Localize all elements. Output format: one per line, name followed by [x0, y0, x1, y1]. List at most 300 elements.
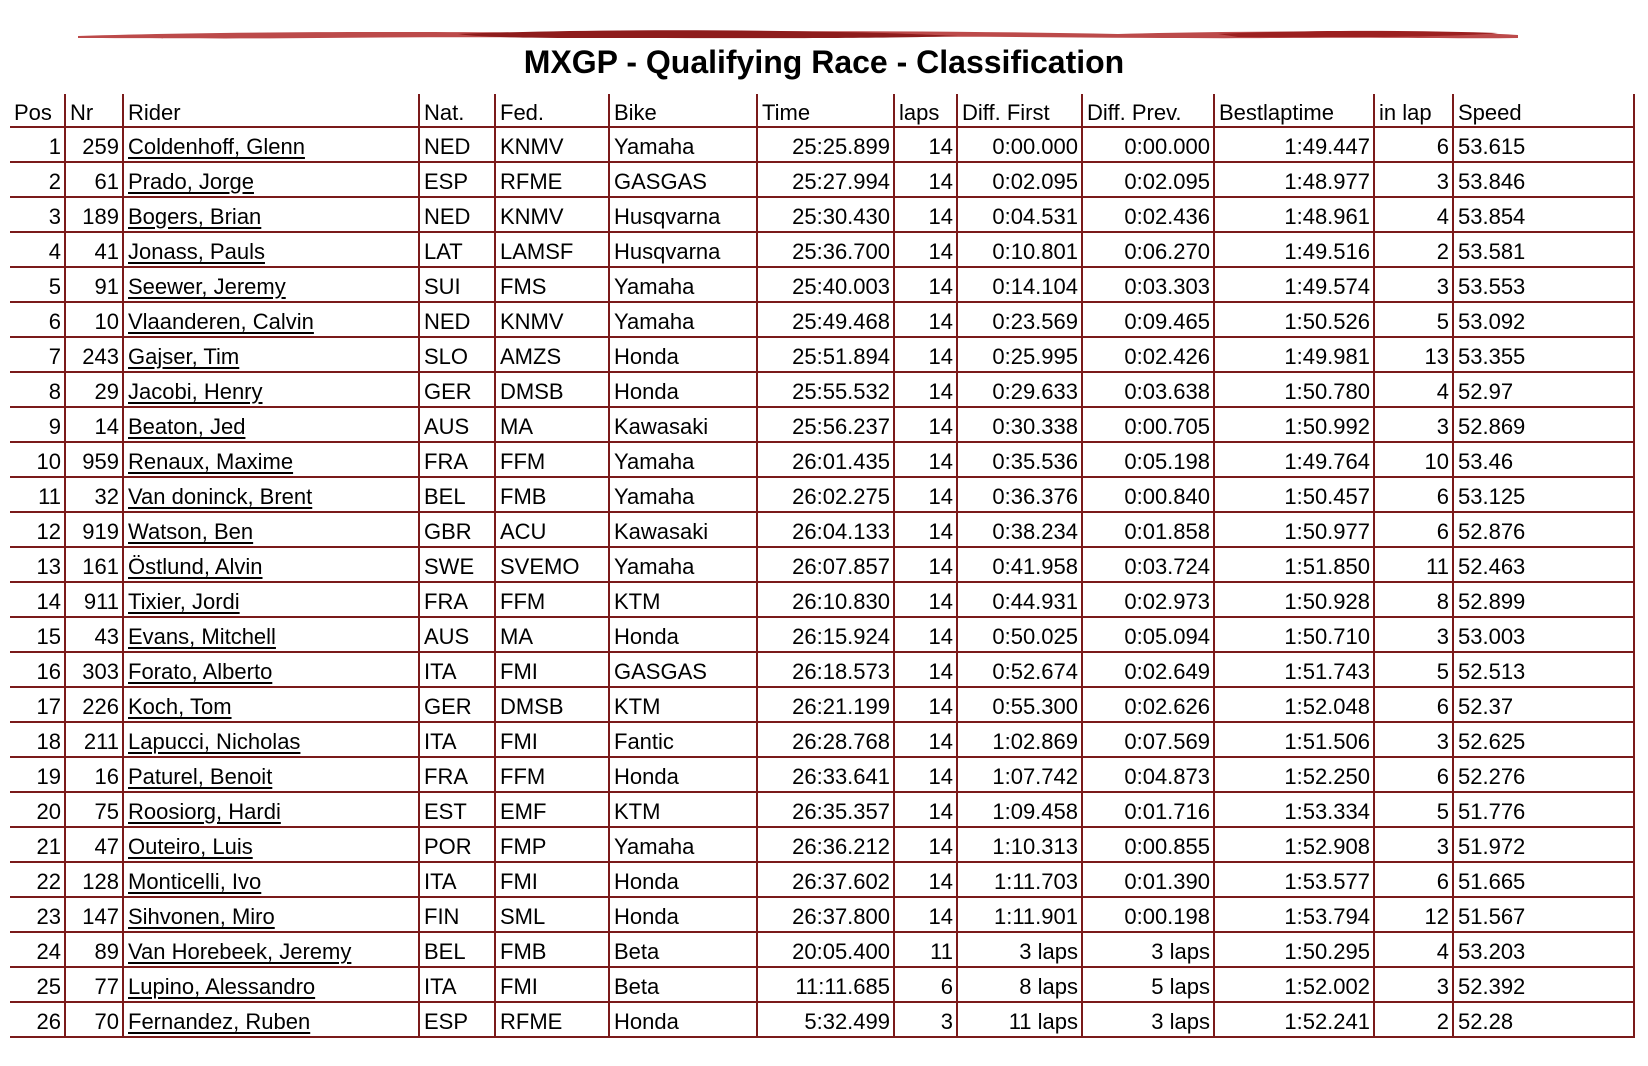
cell-bestlaptime: 1:50.295 [1215, 933, 1375, 968]
rider-link[interactable]: Renaux, Maxime [128, 449, 294, 474]
cell-diff-prev: 0:00.000 [1083, 128, 1215, 163]
cell-laps: 14 [895, 163, 958, 198]
cell-laps: 6 [895, 968, 958, 1003]
cell-time: 5:32.499 [758, 1003, 895, 1038]
cell-bike: Honda [610, 338, 758, 373]
cell-rider [124, 408, 420, 443]
cell-nr: 211 [66, 723, 124, 758]
table-row [10, 478, 1635, 513]
rider-link[interactable]: Lapucci, Nicholas [128, 729, 301, 754]
cell-nr: 61 [66, 163, 124, 198]
cell-bike: Beta [610, 933, 758, 968]
rider-link[interactable]: Prado, Jorge [128, 169, 254, 194]
cell-laps: 11 [895, 933, 958, 968]
cell-fed: SVEMO [496, 548, 610, 583]
cell-bestlaptime: 1:49.447 [1215, 128, 1375, 163]
cell-bike: Husqvarna [610, 198, 758, 233]
rider-link[interactable]: Bogers, Brian [128, 204, 262, 229]
cell-time: 26:15.924 [758, 618, 895, 653]
cell-speed: 52.625 [1454, 723, 1635, 758]
cell-nat: BEL [420, 478, 496, 513]
cell-laps: 14 [895, 408, 958, 443]
cell-in-lap: 5 [1375, 793, 1454, 828]
rider-link[interactable]: Outeiro, Luis [128, 834, 253, 859]
cell-diff-prev: 0:00.198 [1083, 898, 1215, 933]
cell-bike: Husqvarna [610, 233, 758, 268]
cell-nat: GER [420, 373, 496, 408]
rider-link[interactable]: Van doninck, Brent [128, 484, 313, 509]
cell-pos: 13 [10, 548, 66, 583]
cell-diff-prev: 0:01.858 [1083, 513, 1215, 548]
cell-rider [124, 968, 420, 1003]
cell-nr: 89 [66, 933, 124, 968]
cell-diff-first: 1:11.901 [958, 898, 1083, 933]
cell-diff-prev: 0:02.626 [1083, 688, 1215, 723]
rider-link[interactable]: Forato, Alberto [128, 659, 273, 684]
cell-nr: 91 [66, 268, 124, 303]
cell-speed: 52.463 [1454, 548, 1635, 583]
cell-bike: Yamaha [610, 548, 758, 583]
cell-nat: LAT [420, 233, 496, 268]
cell-nat: ESP [420, 163, 496, 198]
cell-diff-prev: 3 laps [1083, 1003, 1215, 1038]
cell-laps: 14 [895, 863, 958, 898]
cell-fed: MA [496, 408, 610, 443]
cell-in-lap: 3 [1375, 163, 1454, 198]
cell-diff-first: 1:02.869 [958, 723, 1083, 758]
cell-bestlaptime: 1:52.048 [1215, 688, 1375, 723]
cell-speed: 53.46 [1454, 443, 1635, 478]
cell-rider [124, 583, 420, 618]
cell-bestlaptime: 1:50.457 [1215, 478, 1375, 513]
cell-diff-first: 0:30.338 [958, 408, 1083, 443]
cell-bestlaptime: 1:48.977 [1215, 163, 1375, 198]
cell-fed: SML [496, 898, 610, 933]
cell-pos: 18 [10, 723, 66, 758]
cell-in-lap: 3 [1375, 828, 1454, 863]
cell-nr: 75 [66, 793, 124, 828]
cell-rider [124, 443, 420, 478]
cell-pos: 4 [10, 233, 66, 268]
cell-in-lap: 11 [1375, 548, 1454, 583]
cell-speed: 53.092 [1454, 303, 1635, 338]
table-header-row [10, 94, 1635, 128]
cell-speed: 52.899 [1454, 583, 1635, 618]
cell-bestlaptime: 1:52.002 [1215, 968, 1375, 1003]
cell-nat: FRA [420, 583, 496, 618]
cell-diff-prev: 0:02.426 [1083, 338, 1215, 373]
cell-bestlaptime: 1:48.961 [1215, 198, 1375, 233]
column-header-pos: Pos [10, 94, 66, 128]
cell-pos: 15 [10, 618, 66, 653]
column-header-diff-first: Diff. First [958, 94, 1083, 128]
cell-speed: 51.776 [1454, 793, 1635, 828]
rider-link[interactable]: Evans, Mitchell [128, 624, 276, 649]
rider-link[interactable]: Koch, Tom [128, 694, 232, 719]
cell-rider [124, 688, 420, 723]
rider-link[interactable]: Sihvonen, Miro [128, 904, 275, 929]
rider-link[interactable]: Van Horebeek, Jeremy [128, 939, 352, 964]
column-header-nat: Nat. [420, 94, 496, 128]
table-row [10, 758, 1635, 793]
cell-diff-first: 8 laps [958, 968, 1083, 1003]
cell-fed: DMSB [496, 373, 610, 408]
cell-diff-first: 0:02.095 [958, 163, 1083, 198]
column-header-bike: Bike [610, 94, 758, 128]
cell-in-lap: 4 [1375, 933, 1454, 968]
table-row [10, 723, 1635, 758]
cell-fed: FFM [496, 443, 610, 478]
cell-bike: Honda [610, 898, 758, 933]
cell-fed: EMF [496, 793, 610, 828]
cell-nr: 10 [66, 303, 124, 338]
cell-in-lap: 4 [1375, 198, 1454, 233]
cell-nr: 43 [66, 618, 124, 653]
cell-fed: ACU [496, 513, 610, 548]
cell-time: 26:33.641 [758, 758, 895, 793]
cell-nat: ESP [420, 1003, 496, 1038]
cell-pos: 22 [10, 863, 66, 898]
cell-fed: FMB [496, 478, 610, 513]
table-row [10, 968, 1635, 1003]
cell-diff-first: 0:23.569 [958, 303, 1083, 338]
cell-pos: 8 [10, 373, 66, 408]
cell-laps: 14 [895, 653, 958, 688]
cell-laps: 14 [895, 583, 958, 618]
cell-time: 26:02.275 [758, 478, 895, 513]
table-row [10, 1003, 1635, 1038]
cell-bestlaptime: 1:51.506 [1215, 723, 1375, 758]
cell-laps: 14 [895, 548, 958, 583]
cell-bike: GASGAS [610, 653, 758, 688]
cell-speed: 52.28 [1454, 1003, 1635, 1038]
cell-rider [124, 303, 420, 338]
page-title: MXGP - Qualifying Race - Classification [523, 44, 1125, 80]
cell-diff-first: 0:14.104 [958, 268, 1083, 303]
cell-laps: 14 [895, 898, 958, 933]
table-row [10, 898, 1635, 933]
cell-rider [124, 268, 420, 303]
column-header-bestlaptime: Bestlaptime [1215, 94, 1375, 128]
cell-bike: Fantic [610, 723, 758, 758]
cell-nr: 47 [66, 828, 124, 863]
cell-time: 25:40.003 [758, 268, 895, 303]
cell-diff-prev: 0:00.840 [1083, 478, 1215, 513]
cell-laps: 14 [895, 303, 958, 338]
cell-bike: Honda [610, 618, 758, 653]
cell-in-lap: 6 [1375, 478, 1454, 513]
cell-pos: 7 [10, 338, 66, 373]
cell-diff-prev: 0:04.873 [1083, 758, 1215, 793]
cell-fed: FFM [496, 583, 610, 618]
cell-in-lap: 6 [1375, 863, 1454, 898]
cell-diff-prev: 5 laps [1083, 968, 1215, 1003]
cell-fed: DMSB [496, 688, 610, 723]
cell-pos: 2 [10, 163, 66, 198]
column-header-time: Time [758, 94, 895, 128]
cell-bestlaptime: 1:51.743 [1215, 653, 1375, 688]
cell-pos: 21 [10, 828, 66, 863]
rider-link[interactable]: Seewer, Jeremy [128, 274, 286, 299]
cell-rider [124, 898, 420, 933]
cell-nat: NED [420, 198, 496, 233]
cell-nat: NED [420, 128, 496, 163]
cell-pos: 26 [10, 1003, 66, 1038]
cell-bike: Yamaha [610, 128, 758, 163]
cell-diff-prev: 0:00.705 [1083, 408, 1215, 443]
cell-pos: 5 [10, 268, 66, 303]
cell-in-lap: 3 [1375, 968, 1454, 1003]
rider-link[interactable]: Watson, Ben [128, 519, 254, 544]
cell-diff-first: 0:41.958 [958, 548, 1083, 583]
cell-bike: Beta [610, 968, 758, 1003]
cell-nat: AUS [420, 618, 496, 653]
cell-nat: ITA [420, 968, 496, 1003]
cell-bike: KTM [610, 793, 758, 828]
column-header-speed: Speed [1454, 94, 1635, 128]
cell-diff-first: 0:10.801 [958, 233, 1083, 268]
cell-bike: Yamaha [610, 443, 758, 478]
cell-diff-first: 0:25.995 [958, 338, 1083, 373]
cell-speed: 52.276 [1454, 758, 1635, 793]
table-row [10, 653, 1635, 688]
cell-rider [124, 758, 420, 793]
column-header-fed: Fed. [496, 94, 610, 128]
cell-time: 26:18.573 [758, 653, 895, 688]
cell-diff-prev: 0:02.095 [1083, 163, 1215, 198]
rider-link[interactable]: Monticelli, Ivo [128, 869, 262, 894]
cell-fed: LAMSF [496, 233, 610, 268]
cell-fed: KNMV [496, 303, 610, 338]
cell-nr: 14 [66, 408, 124, 443]
cell-diff-first: 0:52.674 [958, 653, 1083, 688]
cell-in-lap: 6 [1375, 688, 1454, 723]
rider-link[interactable]: Jonass, Pauls [128, 239, 265, 264]
cell-pos: 9 [10, 408, 66, 443]
cell-pos: 19 [10, 758, 66, 793]
cell-nr: 919 [66, 513, 124, 548]
cell-diff-prev: 0:05.094 [1083, 618, 1215, 653]
cell-time: 25:55.532 [758, 373, 895, 408]
cell-pos: 11 [10, 478, 66, 513]
cell-fed: FMI [496, 653, 610, 688]
cell-time: 26:28.768 [758, 723, 895, 758]
cell-nr: 243 [66, 338, 124, 373]
rider-link[interactable]: Lupino, Alessandro [128, 974, 316, 999]
rider-link[interactable]: Fernandez, Ruben [128, 1009, 311, 1034]
cell-fed: FMI [496, 723, 610, 758]
cell-fed: FMI [496, 968, 610, 1003]
cell-nr: 303 [66, 653, 124, 688]
cell-speed: 52.876 [1454, 513, 1635, 548]
cell-time: 20:05.400 [758, 933, 895, 968]
cell-laps: 14 [895, 233, 958, 268]
cell-in-lap: 12 [1375, 898, 1454, 933]
cell-bestlaptime: 1:50.780 [1215, 373, 1375, 408]
cell-diff-first: 1:09.458 [958, 793, 1083, 828]
cell-laps: 14 [895, 128, 958, 163]
cell-nat: SUI [420, 268, 496, 303]
cell-in-lap: 3 [1375, 618, 1454, 653]
rider-link[interactable]: Roosiorg, Hardi [128, 799, 281, 824]
cell-diff-prev: 0:02.973 [1083, 583, 1215, 618]
cell-diff-first: 0:55.300 [958, 688, 1083, 723]
cell-rider [124, 163, 420, 198]
cell-in-lap: 10 [1375, 443, 1454, 478]
column-header-rider: Rider [124, 94, 420, 128]
cell-diff-first: 0:04.531 [958, 198, 1083, 233]
cell-time: 25:36.700 [758, 233, 895, 268]
cell-in-lap: 4 [1375, 373, 1454, 408]
cell-bike: Honda [610, 863, 758, 898]
cell-rider [124, 198, 420, 233]
table-row [10, 583, 1635, 618]
cell-diff-first: 1:11.703 [958, 863, 1083, 898]
cell-nr: 259 [66, 128, 124, 163]
table-row [10, 233, 1635, 268]
cell-in-lap: 5 [1375, 303, 1454, 338]
cell-laps: 14 [895, 373, 958, 408]
cell-rider [124, 723, 420, 758]
cell-in-lap: 3 [1375, 408, 1454, 443]
cell-diff-prev: 0:03.724 [1083, 548, 1215, 583]
rider-link[interactable]: Östlund, Alvin [128, 554, 263, 579]
cell-nr: 147 [66, 898, 124, 933]
cell-bestlaptime: 1:52.250 [1215, 758, 1375, 793]
cell-fed: FMI [496, 863, 610, 898]
cell-bestlaptime: 1:51.850 [1215, 548, 1375, 583]
cell-nr: 911 [66, 583, 124, 618]
rider-link[interactable]: Beaton, Jed [128, 414, 246, 439]
cell-nr: 189 [66, 198, 124, 233]
cell-time: 26:21.199 [758, 688, 895, 723]
cell-in-lap: 2 [1375, 233, 1454, 268]
cell-diff-first: 11 laps [958, 1003, 1083, 1038]
cell-fed: FFM [496, 758, 610, 793]
cell-laps: 14 [895, 758, 958, 793]
table-row [10, 618, 1635, 653]
cell-nat: GER [420, 688, 496, 723]
table-row [10, 268, 1635, 303]
cell-bestlaptime: 1:50.928 [1215, 583, 1375, 618]
cell-bestlaptime: 1:52.908 [1215, 828, 1375, 863]
cell-speed: 53.125 [1454, 478, 1635, 513]
cell-pos: 25 [10, 968, 66, 1003]
cell-time: 25:56.237 [758, 408, 895, 443]
cell-rider [124, 233, 420, 268]
cell-time: 26:37.800 [758, 898, 895, 933]
cell-fed: MA [496, 618, 610, 653]
cell-fed: RFME [496, 1003, 610, 1038]
cell-bike: KTM [610, 688, 758, 723]
cell-diff-prev: 3 laps [1083, 933, 1215, 968]
cell-nat: GBR [420, 513, 496, 548]
cell-diff-prev: 0:06.270 [1083, 233, 1215, 268]
cell-laps: 14 [895, 443, 958, 478]
cell-speed: 52.513 [1454, 653, 1635, 688]
cell-time: 25:27.994 [758, 163, 895, 198]
cell-speed: 53.355 [1454, 338, 1635, 373]
cell-rider [124, 653, 420, 688]
cell-laps: 14 [895, 793, 958, 828]
cell-bestlaptime: 1:53.334 [1215, 793, 1375, 828]
cell-time: 26:04.133 [758, 513, 895, 548]
cell-nat: POR [420, 828, 496, 863]
cell-in-lap: 3 [1375, 268, 1454, 303]
cell-diff-first: 0:29.633 [958, 373, 1083, 408]
cell-in-lap: 13 [1375, 338, 1454, 373]
cell-laps: 14 [895, 513, 958, 548]
rider-link[interactable]: Vlaanderen, Calvin [128, 309, 314, 334]
cell-diff-first: 0:36.376 [958, 478, 1083, 513]
cell-time: 25:30.430 [758, 198, 895, 233]
cell-diff-prev: 0:01.390 [1083, 863, 1215, 898]
cell-time: 26:07.857 [758, 548, 895, 583]
cell-time: 25:49.468 [758, 303, 895, 338]
cell-pos: 16 [10, 653, 66, 688]
cell-in-lap: 6 [1375, 513, 1454, 548]
cell-fed: AMZS [496, 338, 610, 373]
column-header-in-lap: in lap [1375, 94, 1454, 128]
rider-link[interactable]: Gajser, Tim [128, 344, 240, 369]
cell-in-lap: 5 [1375, 653, 1454, 688]
cell-nr: 41 [66, 233, 124, 268]
table-row [10, 128, 1635, 163]
cell-laps: 14 [895, 478, 958, 513]
cell-diff-first: 0:44.931 [958, 583, 1083, 618]
cell-pos: 23 [10, 898, 66, 933]
cell-laps: 14 [895, 268, 958, 303]
table-row [10, 933, 1635, 968]
cell-bestlaptime: 1:49.574 [1215, 268, 1375, 303]
cell-bestlaptime: 1:50.977 [1215, 513, 1375, 548]
cell-time: 25:51.894 [758, 338, 895, 373]
cell-diff-prev: 0:05.198 [1083, 443, 1215, 478]
cell-nat: BEL [420, 933, 496, 968]
cell-laps: 14 [895, 198, 958, 233]
cell-diff-prev: 0:00.855 [1083, 828, 1215, 863]
cell-rider [124, 618, 420, 653]
cell-diff-prev: 0:03.303 [1083, 268, 1215, 303]
cell-nat: AUS [420, 408, 496, 443]
cell-diff-prev: 0:02.649 [1083, 653, 1215, 688]
rider-link[interactable]: Coldenhoff, Glenn [128, 134, 305, 159]
cell-speed: 52.869 [1454, 408, 1635, 443]
cell-time: 26:10.830 [758, 583, 895, 618]
cell-speed: 51.972 [1454, 828, 1635, 863]
cell-bike: Honda [610, 1003, 758, 1038]
column-header-nr: Nr [66, 94, 124, 128]
cell-diff-prev: 0:09.465 [1083, 303, 1215, 338]
cell-bike: Kawasaki [610, 408, 758, 443]
cell-bestlaptime: 1:50.992 [1215, 408, 1375, 443]
rider-link[interactable]: Jacobi, Henry [128, 379, 263, 404]
cell-bike: GASGAS [610, 163, 758, 198]
cell-rider [124, 338, 420, 373]
rider-link[interactable]: Tixier, Jordi [128, 589, 240, 614]
rider-link[interactable]: Paturel, Benoit [128, 764, 273, 789]
cell-bike: Honda [610, 758, 758, 793]
cell-nr: 32 [66, 478, 124, 513]
cell-speed: 51.665 [1454, 863, 1635, 898]
cell-bike: Honda [610, 373, 758, 408]
cell-diff-prev: 0:07.569 [1083, 723, 1215, 758]
table-row [10, 688, 1635, 723]
cell-diff-prev: 0:02.436 [1083, 198, 1215, 233]
cell-fed: FMS [496, 268, 610, 303]
cell-rider [124, 128, 420, 163]
cell-nat: ITA [420, 723, 496, 758]
